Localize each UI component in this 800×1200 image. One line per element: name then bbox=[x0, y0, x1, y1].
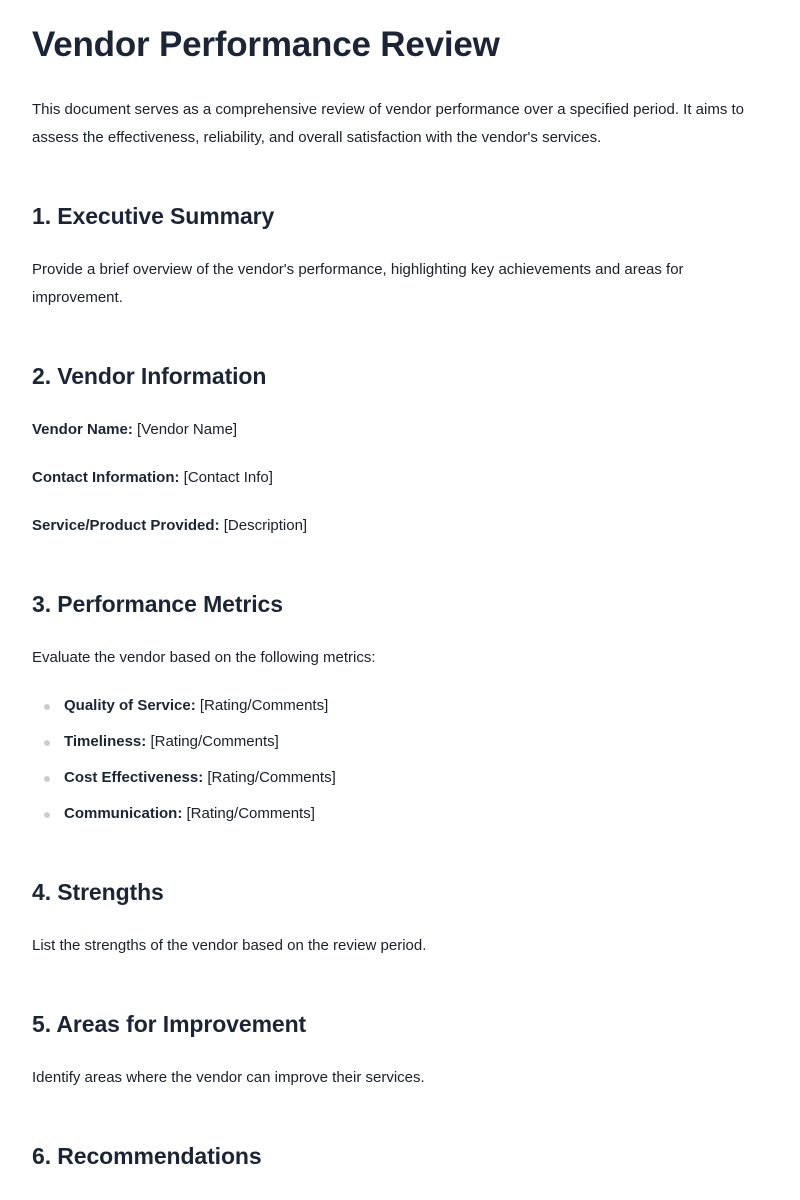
section-heading-executive-summary: 1. Executive Summary bbox=[32, 203, 275, 229]
field-value: [Vendor Name] bbox=[137, 421, 238, 438]
section-heading-vendor-information: 2. Vendor Information bbox=[32, 363, 267, 389]
document-title: Vendor Performance Review bbox=[32, 25, 500, 64]
metric-value: [Rating/Comments] bbox=[207, 769, 336, 786]
list-item bbox=[32, 764, 336, 800]
metrics-list bbox=[32, 692, 336, 836]
list-item bbox=[32, 800, 336, 836]
bullet-icon bbox=[44, 740, 50, 746]
areas-for-improvement-text: Identify areas where the vendor can improve their services. bbox=[32, 1069, 425, 1086]
list-item bbox=[32, 728, 336, 764]
field-value: [Description] bbox=[223, 517, 308, 534]
field-label: Service/Product Provided: bbox=[32, 517, 220, 534]
strengths-text: List the strengths of the vendor based on the review period. bbox=[32, 937, 427, 954]
section-heading-areas-for-improvement: 5. Areas for Improvement bbox=[32, 1011, 307, 1037]
bullet-icon bbox=[44, 812, 50, 818]
executive-summary-text: Provide a brief overview of the vendor's performance, highlighting key achievements and areas for improvement. bbox=[32, 261, 684, 306]
metric-value: [Rating/Comments] bbox=[186, 805, 315, 822]
field-value: [Contact Info] bbox=[183, 469, 273, 486]
metric-value: [Rating/Comments] bbox=[150, 733, 279, 750]
metric-label: Timeliness: bbox=[64, 733, 147, 750]
section-heading-performance-metrics: 3. Performance Metrics bbox=[32, 591, 283, 617]
vendor-name-field bbox=[32, 416, 237, 444]
metric-value: [Rating/Comments] bbox=[199, 697, 329, 714]
metric-label: Quality of Service: bbox=[64, 697, 196, 714]
metric-label: Cost Effectiveness: bbox=[64, 769, 204, 786]
bullet-icon bbox=[44, 704, 50, 710]
field-label: Contact Information: bbox=[32, 469, 180, 486]
section-heading-strengths: 4. Strengths bbox=[32, 879, 164, 905]
metric-label: Communication: bbox=[64, 805, 183, 822]
field-label: Vendor Name: bbox=[32, 421, 133, 438]
section-heading-recommendations: 6. Recommendations bbox=[32, 1143, 262, 1169]
document-intro: This document serves as a comprehensive review of vendor performance over a specified period. It aims to assess the effectiveness, reliability, and overall satisfaction with the vendor's services. bbox=[32, 101, 745, 146]
performance-metrics-text: Evaluate the vendor based on the following metrics: bbox=[32, 649, 376, 666]
list-item bbox=[32, 692, 336, 728]
bullet-icon bbox=[44, 776, 50, 782]
contact-information-field bbox=[32, 464, 273, 492]
service-product-field bbox=[32, 512, 307, 540]
